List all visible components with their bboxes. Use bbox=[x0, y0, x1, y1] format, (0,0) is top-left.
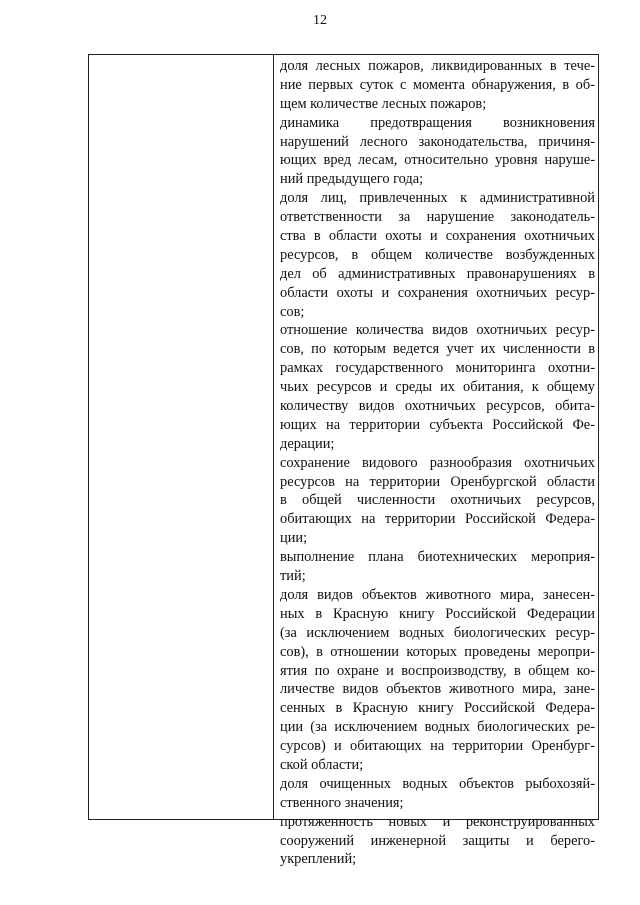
text-line: сохранение видового разнообразия охотничьих bbox=[280, 454, 595, 471]
text-line: ской области; bbox=[280, 756, 364, 773]
text-line: выполнение плана биотехнических мероприя- bbox=[280, 549, 595, 566]
text-line: доля очищенных водных объектов рыбохозяй- bbox=[280, 775, 595, 792]
text-line: ний предыдущего года; bbox=[280, 171, 424, 188]
text-line: ятия по охране и воспроизводству, в общем ко- bbox=[280, 662, 595, 679]
text-line: ственного значения; bbox=[280, 794, 404, 811]
text-line: сооружений инженерной защиты и берего- bbox=[280, 832, 595, 849]
text-line: укреплений; bbox=[280, 851, 357, 868]
table-right-cell bbox=[280, 57, 595, 869]
text-line: (за исключением водных биологических ресур- bbox=[280, 624, 595, 641]
text-line: доля видов объектов животного мира, занесен- bbox=[280, 586, 595, 603]
text-line: протяженность новых и реконструированных bbox=[280, 813, 595, 830]
text-line: ющих на территории субъекта Российской Фе- bbox=[280, 416, 595, 433]
text-line: ресурсов на территории Оренбургской области bbox=[280, 473, 595, 490]
text-line: ние первых суток с момента обнаружения, в об- bbox=[280, 76, 595, 93]
text-line: ции (за исключением водных биологических ре- bbox=[280, 719, 595, 736]
text-line: ции; bbox=[280, 530, 308, 547]
text-line: дел об административных правонарушениях в bbox=[280, 265, 595, 282]
text-line: отношение количества видов охотничьих ресур- bbox=[280, 322, 595, 339]
text-line: чьих ресурсов и среды их обитания, к общему bbox=[280, 379, 595, 396]
text-line: сов, по которым ведется учет их численности в bbox=[280, 341, 595, 358]
text-line: области охоты и сохранения охотничьих ресур- bbox=[280, 284, 595, 301]
text-line: ства в области охоты и сохранения охотничьих bbox=[280, 228, 595, 245]
text-line: личестве видов объектов животного мира, зане- bbox=[280, 681, 595, 698]
text-line: ресурсов, в общем количестве возбужденных bbox=[280, 246, 595, 263]
text-line: щем количестве лесных пожаров; bbox=[280, 95, 487, 112]
text-line: тий; bbox=[280, 568, 306, 585]
text-line: динамика предотвращения возникновения bbox=[280, 114, 595, 131]
text-line: дерации; bbox=[280, 435, 335, 452]
text-line: в общей численности охотничьих ресурсов, bbox=[280, 492, 595, 509]
text-line: ных в Красную книгу Российской Федерации bbox=[280, 605, 595, 622]
text-line: сов; bbox=[280, 303, 305, 320]
text-line: сов), в отношении которых проведены меропри- bbox=[280, 643, 595, 660]
text-line: ющих вред лесам, относительно уровня наруше- bbox=[280, 152, 595, 169]
text-line: количеству видов охотничьих ресурсов, обита- bbox=[280, 398, 595, 415]
indicators-table bbox=[88, 54, 599, 868]
text-line: сенных в Красную книгу Российской Федера- bbox=[280, 700, 595, 717]
table-left-cell bbox=[89, 55, 274, 819]
text-line: доля лесных пожаров, ликвидированных в тече- bbox=[280, 58, 595, 74]
text-line: сурсов) и обитающих на территории Оренбург- bbox=[280, 738, 595, 755]
page-number: 12 bbox=[313, 13, 327, 28]
text-line: ответственности за нарушение законодатель- bbox=[280, 209, 595, 226]
text-line: нарушений лесного законодательства, причиня- bbox=[280, 133, 595, 150]
text-line: обитающих на территории Российской Федера- bbox=[280, 511, 595, 528]
text-line: рамках государственного мониторинга охотни- bbox=[280, 360, 595, 377]
text-line: доля лиц, привлеченных к административной bbox=[280, 190, 595, 207]
